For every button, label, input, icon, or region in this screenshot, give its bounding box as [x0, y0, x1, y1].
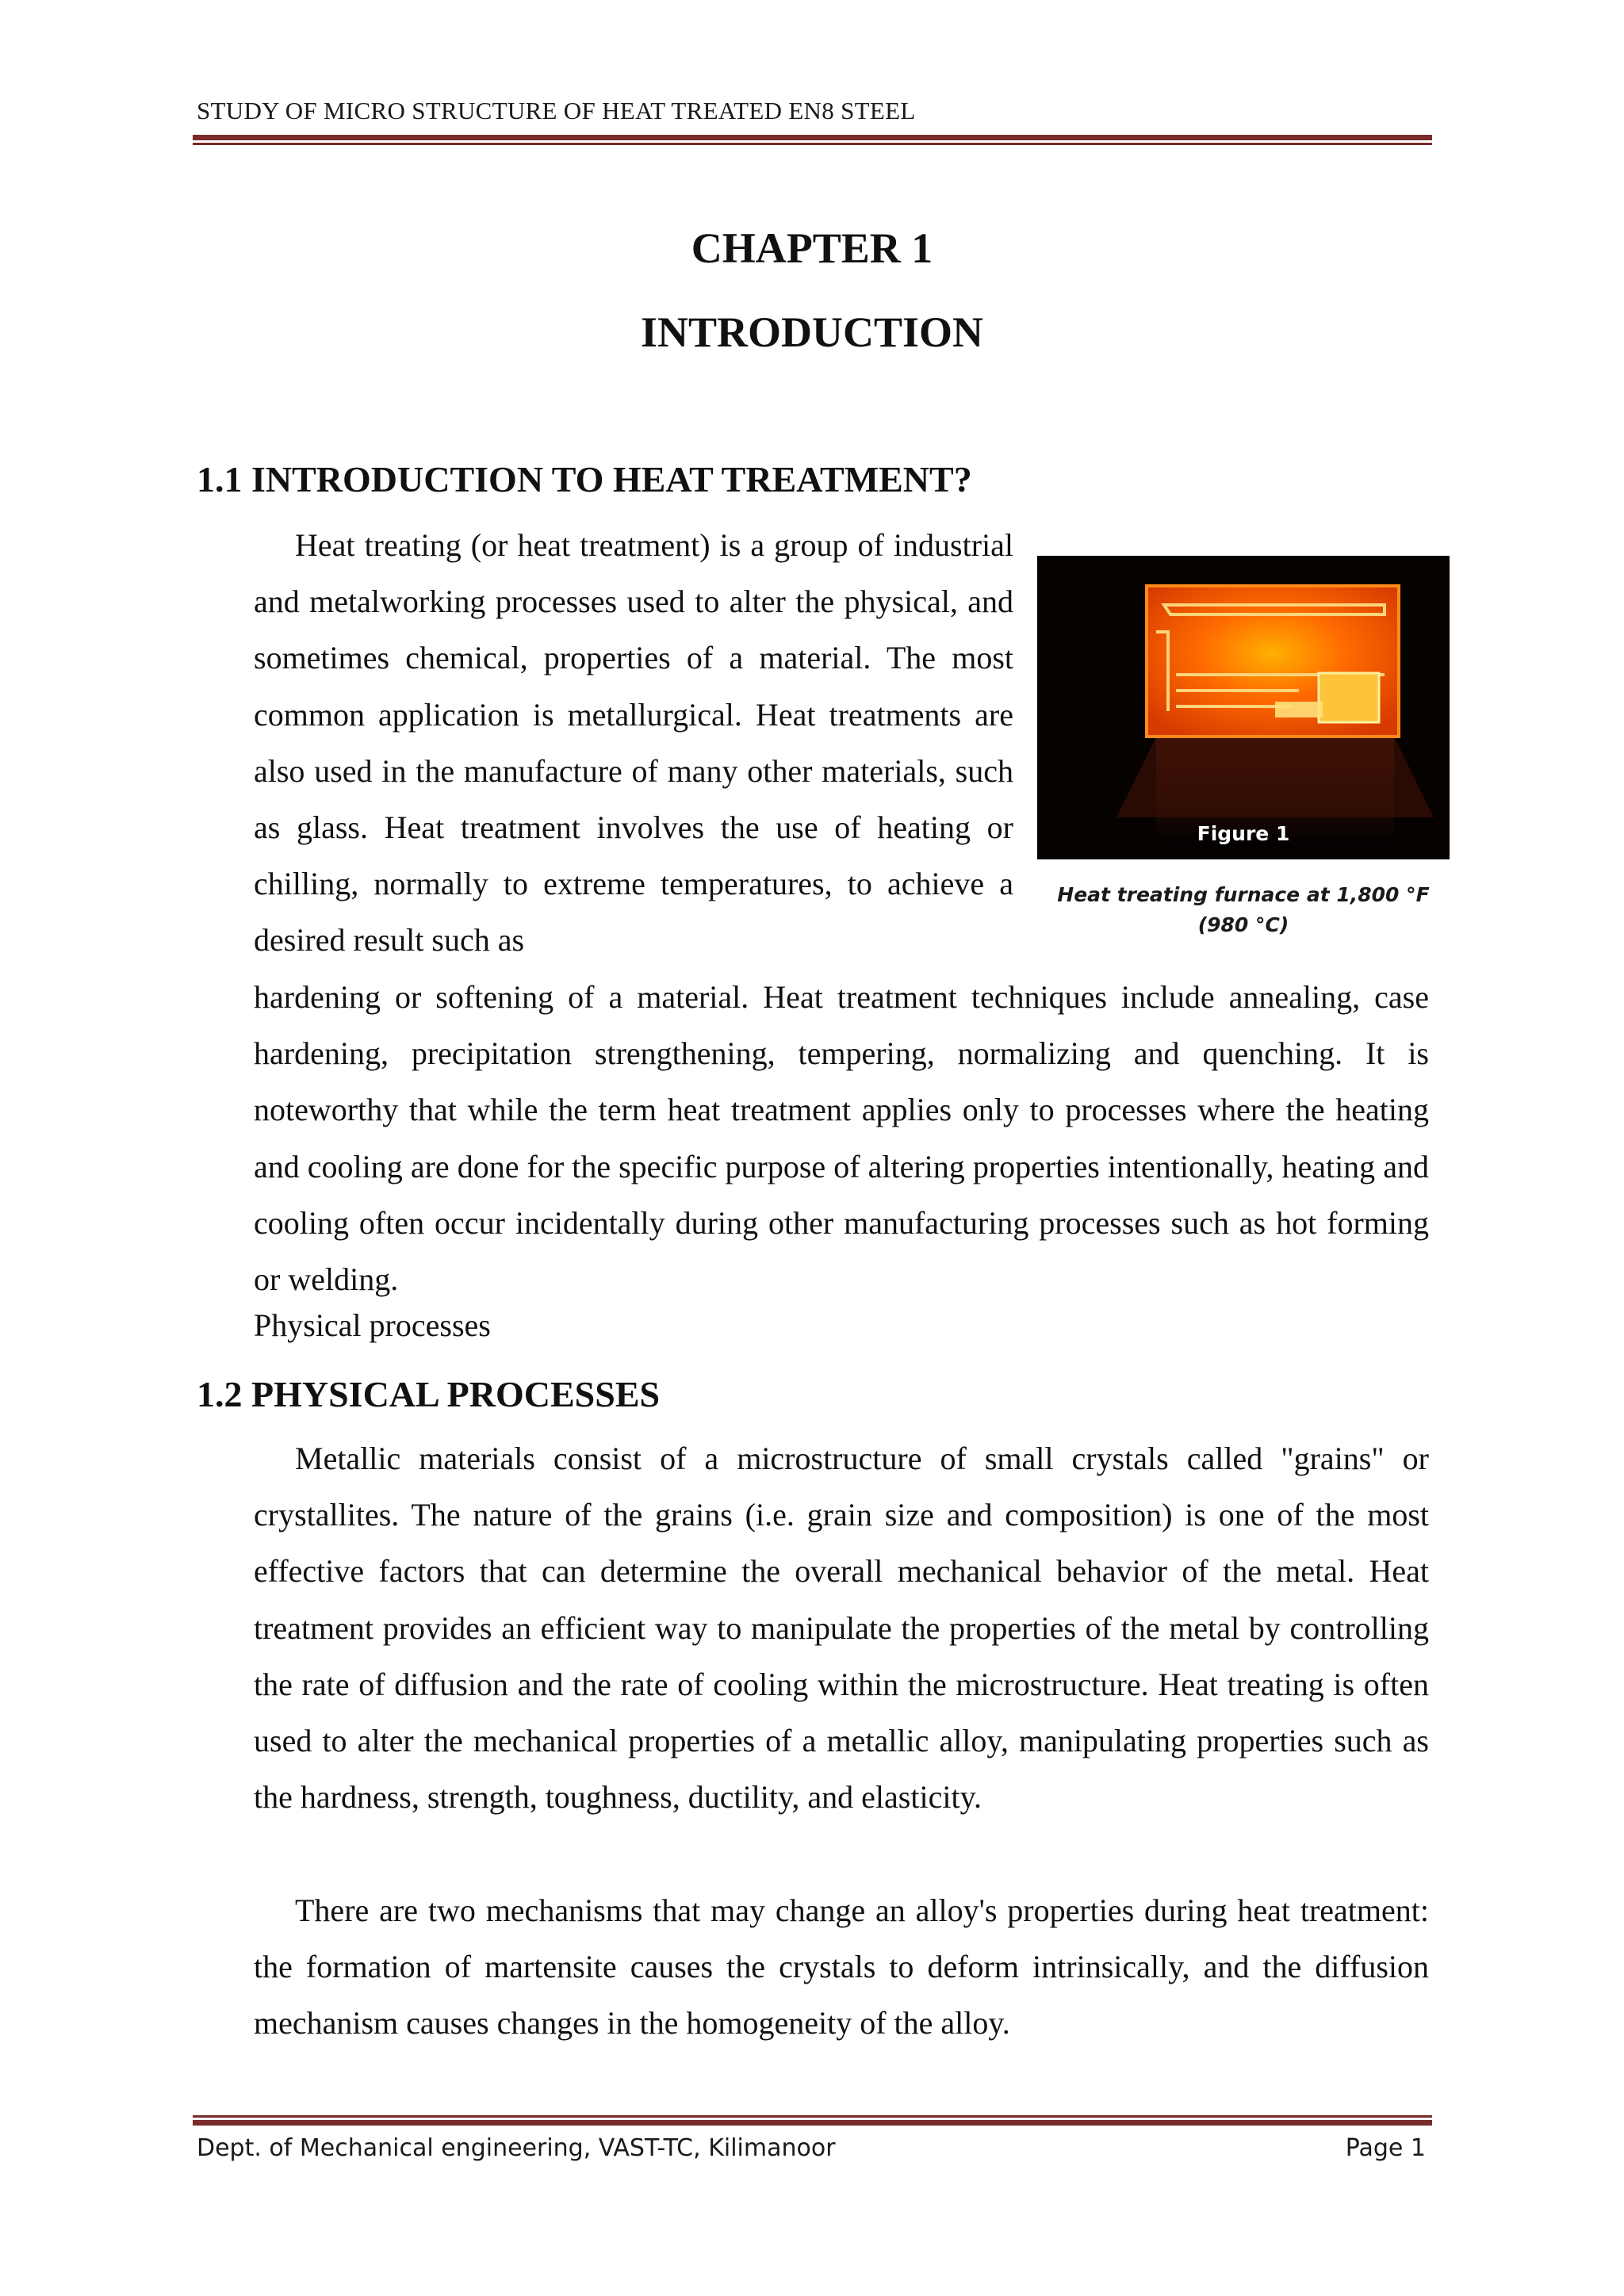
footer-page-number: Page 1 [1345, 2134, 1426, 2162]
section-heading-1-2: 1.2 PHYSICAL PROCESSES [197, 1374, 661, 1414]
footer-department: Dept. of Mechanical engineering, VAST-TC, Kilimanoor [197, 2134, 836, 2162]
figure-caption-line-2: (980 °C) [1197, 913, 1289, 936]
figure-caption-line-1: Heat treating furnace at 1,800 °F [1057, 883, 1430, 906]
header-rule [193, 135, 1432, 145]
paragraph-intro-continued: hardening or softening of a material. Heat treatment techniques include annealing, case hardening, precipitation strengthening, tempering, normalizing and quenching. It is noteworthy that while the term heat treatment applies only to processes where the heating and cooling are done for the specific purpose of altering properties intentionally, heating and cooling often occur incidentally during other manufacturing processes such as hot forming or welding. [254, 979, 1429, 1298]
furnace-photo-illustration [1037, 556, 1450, 859]
chapter-number: CHAPTER 1 [691, 224, 933, 272]
running-header: STUDY OF MICRO STRUCTURE OF HEAT TREATED EN8 STEEL [197, 97, 916, 124]
physical-processes-line: Physical processes [254, 1307, 491, 1343]
figure-label: Figure 1 [1197, 822, 1290, 845]
paragraph-grains: Metallic materials consist of a microstructure of small crystals called "grains" or crystallites. The nature of the grains (i.e. grain size and composition) is one of the most effective factors that can determine the overall mechanical behavior of the metal. Heat treatment provides an efficient way to manipulate the properties of the metal by controlling the rate of diffusion and the rate of cooling within the microstructure. Heat treating is often used to alter the mechanical properties of a metallic alloy, manipulating properties such as the hardness, strength, toughness, ductility, and elasticity. [254, 1441, 1429, 1816]
footer-rule [193, 2115, 1432, 2126]
section-heading-1-1: 1.1 INTRODUCTION TO HEAT TREATMENT? [197, 459, 972, 499]
paragraph-mechanisms: There are two mechanisms that may change an alloy's properties during heat treatment: the formation of martensite causes the crystals to deform intrinsically, and the diffusion mechanism causes changes in the homogeneity of the alloy. [254, 1892, 1429, 2042]
figure-caption [1037, 880, 1450, 940]
paragraph-intro-wrapped: Heat treating (or heat treatment) is a group of industrial and metalworking processes used to alter the physical, and sometimes chemical, properties of a material. The most common application is metallurgical. Heat treatments are also used in the manufacture of many other materials, such as glass. Heat treatment involves the use of heating or chilling, normally to extreme temperatures, to achieve a desired result such as [254, 527, 1013, 959]
furnace-figure [1037, 556, 1450, 859]
chapter-title: INTRODUCTION [640, 308, 984, 356]
